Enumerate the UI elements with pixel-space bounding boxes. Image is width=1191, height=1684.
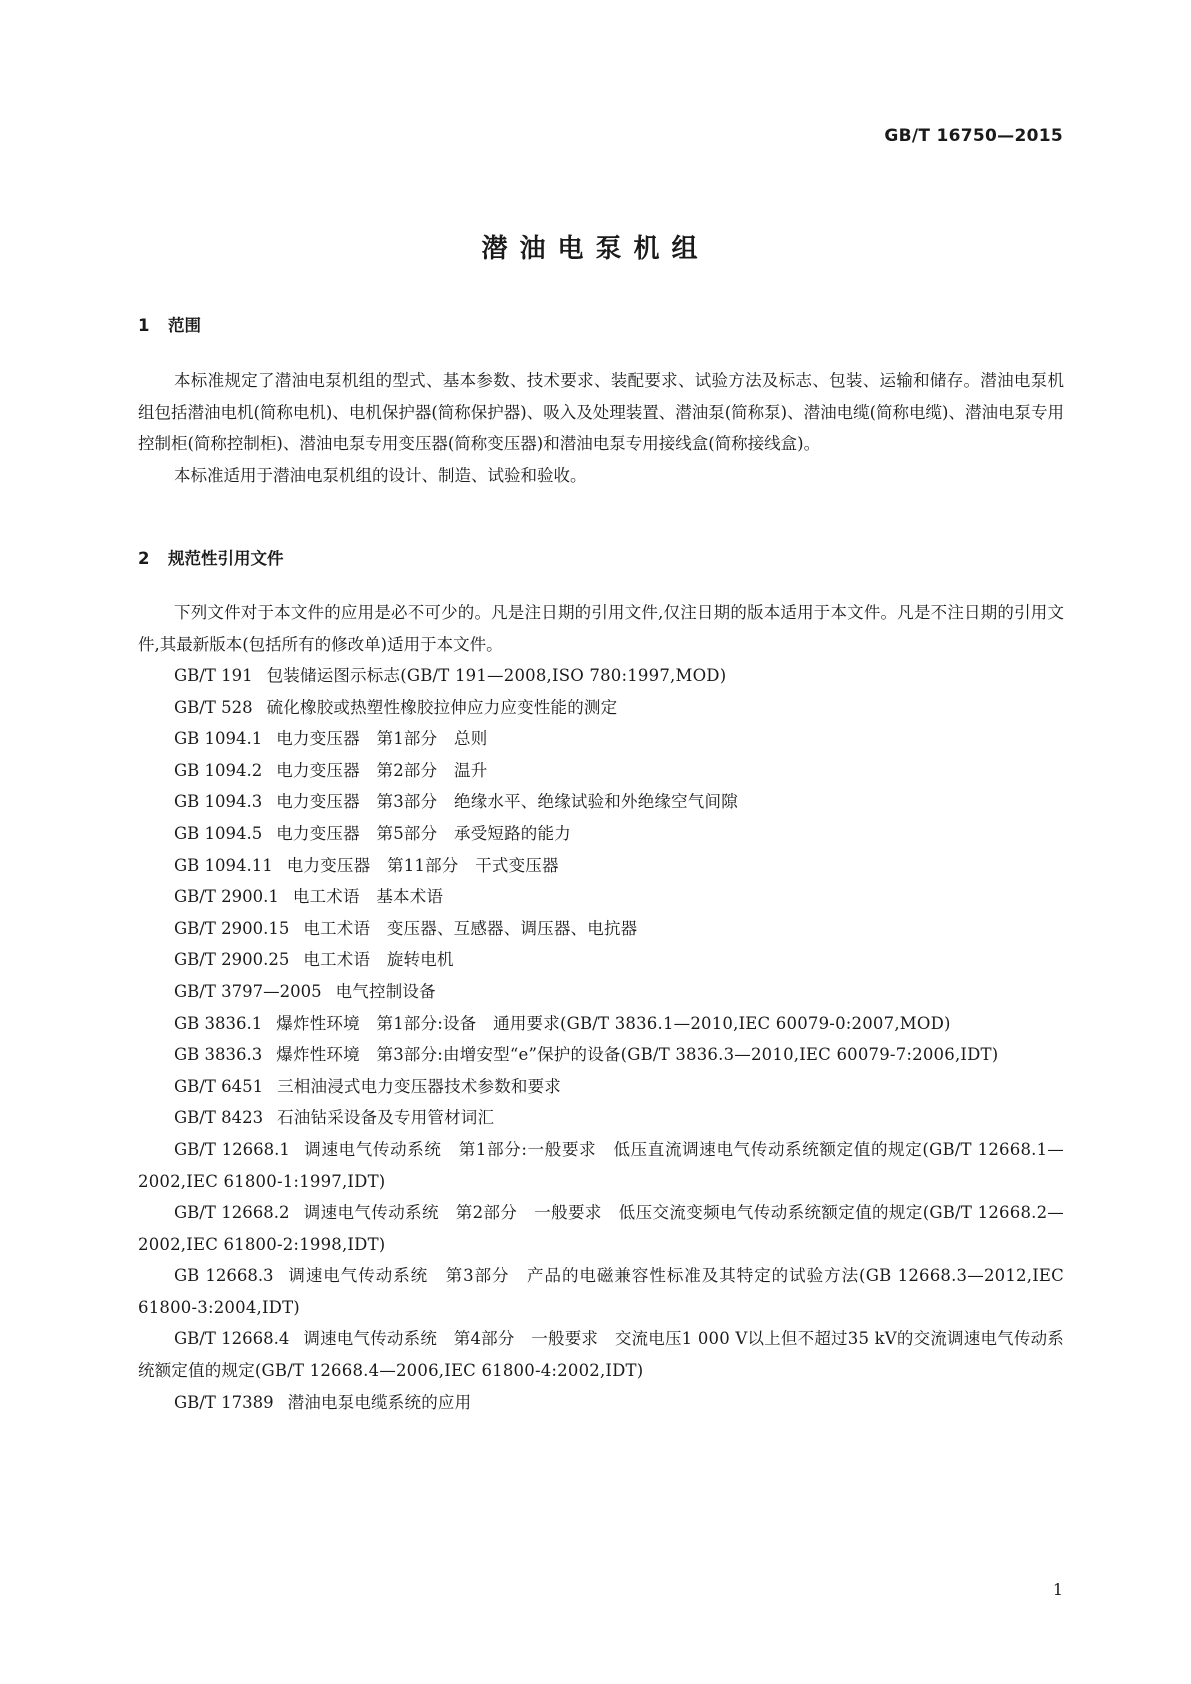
section-title: 规范性引用文件 <box>168 549 284 568</box>
reference-title: 电力变压器 第1部分 总则 <box>276 729 488 749</box>
reference-title: 电工术语 基本术语 <box>292 887 444 907</box>
reference-code: GB 1094.3 <box>174 792 263 812</box>
scope-body <box>138 365 1064 491</box>
reference-title: 电工术语 变压器、互感器、调压器、电抗器 <box>303 918 638 938</box>
reference-list <box>138 660 1064 1418</box>
reference-item <box>138 850 1064 882</box>
reference-item <box>138 818 1064 850</box>
reference-title: 石油钻采设备及专用管材词汇 <box>277 1108 495 1128</box>
reference-item <box>138 881 1064 913</box>
reference-code: GB 3836.3 <box>174 1045 263 1065</box>
reference-title: 爆炸性环境 第3部分:由增安型“e”保护的设备(GB/T 3836.3—2010,IEC 60079-7:2006,IDT) <box>276 1045 999 1065</box>
reference-code: GB 3836.1 <box>174 1013 263 1033</box>
section-scope-heading <box>138 312 201 336</box>
reference-code: GB/T 12668.1 <box>174 1139 290 1159</box>
section-references-heading <box>138 545 284 569</box>
reference-title: 爆炸性环境 第1部分:设备 通用要求(GB/T 3836.1—2010,IEC 60079-0:2007,MOD) <box>276 1013 951 1033</box>
standard-code: GB/T 16750—2015 <box>884 126 1063 146</box>
reference-title: 调速电气传动系统 第2部分 一般要求 低压交流变频电气传动系统额定值的规定(GB/T 12668.2—2002,IEC 61800-2:1998,IDT) <box>138 1203 1064 1254</box>
reference-code: GB/T 12668.2 <box>174 1203 290 1223</box>
reference-code: GB/T 191 <box>174 666 253 685</box>
reference-item <box>138 786 1064 818</box>
reference-title: 电力变压器 第2部分 温升 <box>276 760 488 780</box>
reference-item <box>138 1323 1064 1386</box>
reference-title: 电力变压器 第11部分 干式变压器 <box>286 855 559 875</box>
document-title: 潜油电泵机组 <box>481 234 710 264</box>
reference-code: GB/T 3797—2005 <box>174 981 322 1001</box>
reference-item <box>138 913 1064 945</box>
reference-item <box>138 660 1064 692</box>
reference-code: GB 1094.1 <box>174 729 263 749</box>
reference-title: 电气控制设备 <box>335 981 436 1001</box>
reference-item <box>138 944 1064 976</box>
scope-paragraph: 本标准规定了潜油电泵机组的型式、基本参数、技术要求、装配要求、试验方法及标志、包装、运输和储存。潜油电泵机组包括潜油电机(简称电机)、电机保护器(简称保护器)、吸入及处理装置、潜油泵(简称泵)、潜油电缆(简称电缆)、潜油电泵专用控制柜(简称控制柜)、潜油电泵专用变压器(简称变压器)和潜油电泵专用接线盒(简称接线盒)。 <box>138 371 1064 453</box>
reference-title: 硫化橡胶或热塑性橡胶拉伸应力应变性能的测定 <box>266 697 618 717</box>
reference-item <box>138 1071 1064 1103</box>
reference-item <box>138 1008 1064 1040</box>
reference-title: 电力变压器 第5部分 承受短路的能力 <box>276 823 571 843</box>
reference-title: 调速电气传动系统 第3部分 产品的电磁兼容性标准及其特定的试验方法(GB 12668.3—2012,IEC 61800-3:2004,IDT) <box>138 1266 1064 1317</box>
reference-title: 潜油电泵电缆系统的应用 <box>287 1392 472 1412</box>
section-number: 2 <box>138 549 150 568</box>
reference-item <box>138 723 1064 755</box>
reference-title: 电工术语 旋转电机 <box>303 950 454 970</box>
reference-title: 三相油浸式电力变压器技术参数和要求 <box>277 1076 562 1096</box>
reference-code: GB/T 528 <box>174 697 253 717</box>
reference-code: GB 1094.2 <box>174 760 263 780</box>
reference-item <box>138 1260 1064 1323</box>
reference-item <box>138 1197 1064 1260</box>
reference-title: 调速电气传动系统 第1部分:一般要求 低压直流调速电气传动系统额定值的规定(GB/T 12668.1—2002,IEC 61800-1:1997,IDT) <box>138 1139 1064 1191</box>
reference-title: 调速电气传动系统 第4部分 一般要求 交流电压1 000 V以上但不超过35 kV的交流调速电气传动系统额定值的规定(GB/T 12668.4—2006,IEC 61800-4:2002,IDT) <box>138 1329 1064 1381</box>
reference-item <box>138 1039 1064 1071</box>
section-number: 1 <box>138 316 150 335</box>
page-number: 1 <box>1052 1580 1063 1599</box>
reference-code: GB/T 17389 <box>174 1392 274 1412</box>
reference-item <box>138 976 1064 1008</box>
reference-code: GB/T 2900.1 <box>174 887 279 907</box>
reference-code: GB/T 2900.15 <box>174 918 290 938</box>
reference-code: GB/T 6451 <box>174 1076 264 1096</box>
reference-code: GB/T 8423 <box>174 1108 264 1128</box>
references-intro-paragraph: 下列文件对于本文件的应用是必不可少的。凡是注日期的引用文件,仅注日期的版本适用于本文件。凡是不注日期的引用文件,其最新版本(包括所有的修改单)适用于本文件。 <box>138 603 1064 654</box>
reference-code: GB 1094.5 <box>174 823 263 843</box>
reference-item <box>138 755 1064 787</box>
reference-code: GB 1094.11 <box>174 855 273 875</box>
reference-item <box>138 1134 1064 1197</box>
scope-paragraph: 本标准适用于潜油电泵机组的设计、制造、试验和验收。 <box>174 465 587 485</box>
reference-title: 电力变压器 第3部分 绝缘水平、绝缘试验和外绝缘空气间隙 <box>276 792 738 812</box>
section-title: 范围 <box>168 316 201 335</box>
reference-code: GB 12668.3 <box>174 1266 274 1286</box>
reference-title: 包装储运图示标志(GB/T 191—2008,ISO 780:1997,MOD) <box>266 666 727 685</box>
references-intro <box>138 597 1064 660</box>
reference-code: GB/T 2900.25 <box>174 950 290 970</box>
reference-item <box>138 1387 1064 1419</box>
reference-code: GB/T 12668.4 <box>174 1329 290 1349</box>
reference-item <box>138 692 1064 724</box>
reference-item <box>138 1102 1064 1134</box>
